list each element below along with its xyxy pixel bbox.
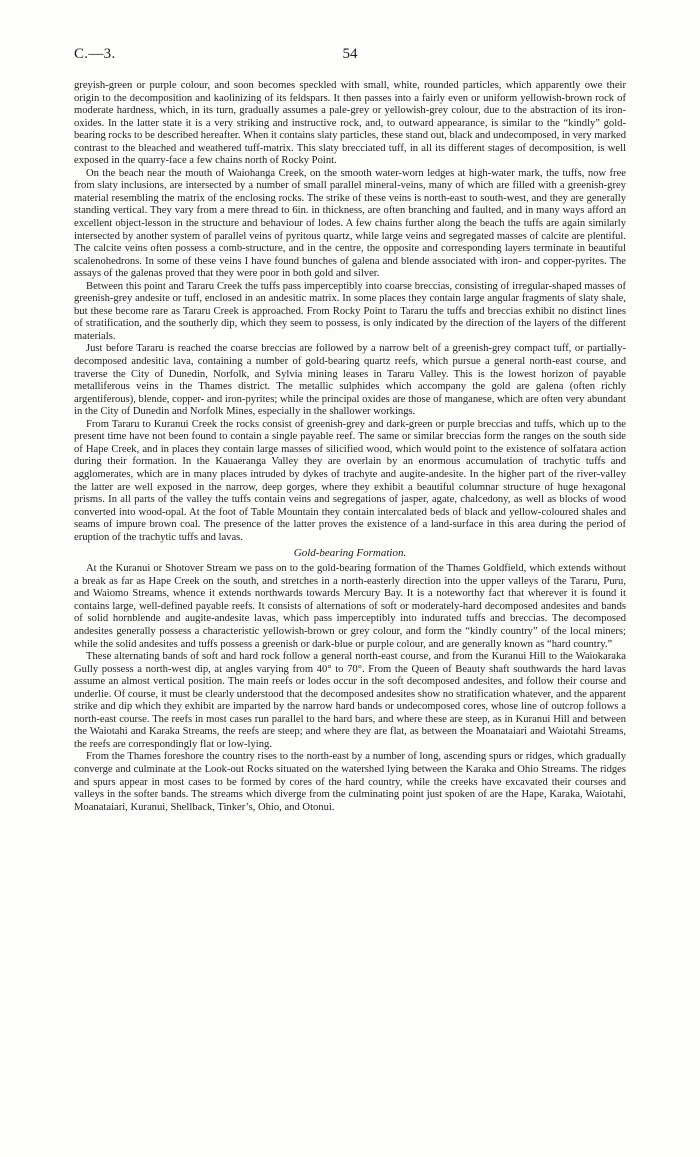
- page-number: 54: [342, 46, 358, 62]
- paragraph: These alternating bands of soft and hard rock follow a general north-east course, and from the Kuranui Hill to the Waiokaraka Gully possess a north-west dip, at angles varying from 40° to 70°. From the Queen of Beauty shaft southwards the hard lavas assume an almost vertical position. The main reefs or lodes occur in the soft decomposed andesites, and follow their course and underlie. Of course, it must be clearly understood that the decomposed andesites show no stratification whatever, and the apparent strike and dip which they exhibit are imparted by the narrow hard bands or undecomposed cores, whose line of outcrop follows a north-east course. The reefs in most cases run parallel to the hard bars, and where these are steep, as in Kuranui Hill and between the Waiotahi and Karaka Streams, the reefs are steep; and where they are flat, as between the Moanataiari and Waiotahi Streams, the reefs are correspondingly flat or low-lying.: [74, 651, 626, 750]
- document-reference: C.—3.: [74, 46, 116, 62]
- section-heading: Gold-bearing Formation.: [293, 547, 407, 560]
- paragraph: greyish-green or purple colour, and soon becomes speckled with small, white, rounded particles, which apparently owe their origin to the decomposition and kaolinizing of its feldspars. It then passes into a fairly even or uniform yellowish-brown rock of moderate hardness, which, in its turn, gradually assumes a pale-grey or yellowish-grey colour, due to the abstraction of its iron-oxides. In the latter state it is a very striking and instructive rock, and, to outward appearance, is similar to the “kindly” gold-bearing rocks to be described hereafter. When it contains slaty particles, these stand out, black and undecomposed, in very marked contrast to the bleached and weathered tuff-matrix. This slaty brecciated tuff, in all its different stages of decomposition, is well exposed in the quarry-face a few chains north of Rocky Point.: [74, 80, 626, 167]
- page-header: [74, 46, 626, 66]
- document-body: [74, 80, 626, 814]
- paragraph: At the Kuranui or Shotover Stream we pass on to the gold-bearing formation of the Thames Goldfield, which extends without a break as far as Hape Creek on the south, and stretches in a north-easterly direction into the upper valleys of the Tararu, Puru, and Waiomo Streams, whence it extends northwards towards Mercury Bay. It is a noteworthy fact that wherever it is found it contains large, well-defined payable reefs. It consists of alternations of soft or moderately-hard decomposed andesites and bands of solid hornblende and augite-andesite lavas, which pass imperceptibly into indurated tuffs and breccias. The decomposed andesites generally possess a characteristic yellowish-brown or grey colour, and form the “kindly country” of the local miners; while the solid andesites and tuffs possess a greenish or dark-blue or purple colour, and are generally known as “hard country.”: [74, 563, 626, 650]
- paragraph: Just before Tararu is reached the coarse breccias are followed by a narrow belt of a greenish-grey compact tuff, or partially-decomposed andesitic lava, containing a number of gold-bearing quartz reefs, which pursue a general north-east course, and traverse the City of Dunedin, Norfolk, and Sylvia mining leases in Tararu Valley. This is the lowest horizon of payable metalliferous veins in the Thames district. The metallic sulphides which accompany the gold are galena (often richly argentiferous), blende, copper- and iron-pyrites; while the principal oxides are those of manganese, which are often very abundant in the City of Dunedin and Norfolk Mines, especially in the shallower workings.: [74, 343, 626, 418]
- paragraph: Between this point and Tararu Creek the tuffs pass imperceptibly into coarse breccias, consisting of irregular-shaped masses of greenish-grey andesite or tuff, enclosed in an andesitic matrix. In some places they contain large angular fragments of slaty shale, but these become rare as Tararu Creek is approached. From Rocky Point to Tararu the tuffs and breccias exhibit no distinct lines of stratification, and the southerly dip, which they seem to possess, is only indicated by the direction of the layers of the different materials.: [74, 280, 626, 342]
- paragraph: On the beach near the mouth of Waiohanga Creek, on the smooth water-worn ledges at high-water mark, the tuffs, now free from slaty inclusions, are intersected by a number of small parallel mineral-veins, many of which are filled with a greenish-grey material resembling the matrix of the enclosing rocks. The strike of these veins is north-east to south-west, and they are generally standing vertical. They vary from a mere thread to 6in. in thickness, are often branching and faulted, and in many ways afford an excellent object-lesson in the structure and behaviour of lodes. A few chains further along the beach the tuffs are again similarly intersected by another system of parallel veins of pyritous quartz, while large veins and segregated masses of calcite are plentiful. The calcite veins often possess a comb-structure, and in the centre, the opposite and corresponding layers terminate in beautiful scalenohedrons. In some of these veins I have found bunches of galena and blende associated with iron- and copper-pyrites. The assays of the galenas proved that they were poor in both gold and silver.: [74, 167, 626, 280]
- paragraph: From Tararu to Kuranui Creek the rocks consist of greenish-grey and dark-green or purple breccias and tuffs, which up to the present time have not been found to contain a single payable reef. The same or similar breccias form the ranges on the south side of Hape Creek, and in places they contain large masses of silicified wood, which would point to the existence of solfatara action during their formation. In the Kauaeranga Valley they are overlain by an enormous accumulation of trachytic tuffs and agglomerates, which are in many places intruded by dykes of trachyte and augite-andesite. In the higher part of the river-valley the latter are well exposed in the narrow, deep gorges, where they exhibit a beautiful columnar structure of huge hexagonal prisms. In all parts of the valley the tuffs contain veins and segregations of jasper, agate, chalcedony, as well as blocks of wood converted into wood-opal. At the foot of Table Mountain they contain intercalated beds of black and yellow-coloured shales and seams of impure brown coal. The presence of the latter proves the existence of a land-surface in this area during the period of eruption of the trachytic tuffs and lavas.: [74, 418, 626, 543]
- paragraph: From the Thames foreshore the country rises to the north-east by a number of long, ascending spurs or ridges, which gradually converge and culminate at the Look-out Rocks situated on the watershed lying between the Karaka and Ohio Streams. The ridges and spurs appear in most cases to be formed by cores of the hard country, while the creeks have excavated their courses and valleys in the softer bands. The streams which diverge from the culminating point just spoken of are the Hape, Karaka, Waiotahi, Moanataiari, Kuranui, Shellback, Tinker’s, Ohio, and Otonui.: [74, 751, 626, 813]
